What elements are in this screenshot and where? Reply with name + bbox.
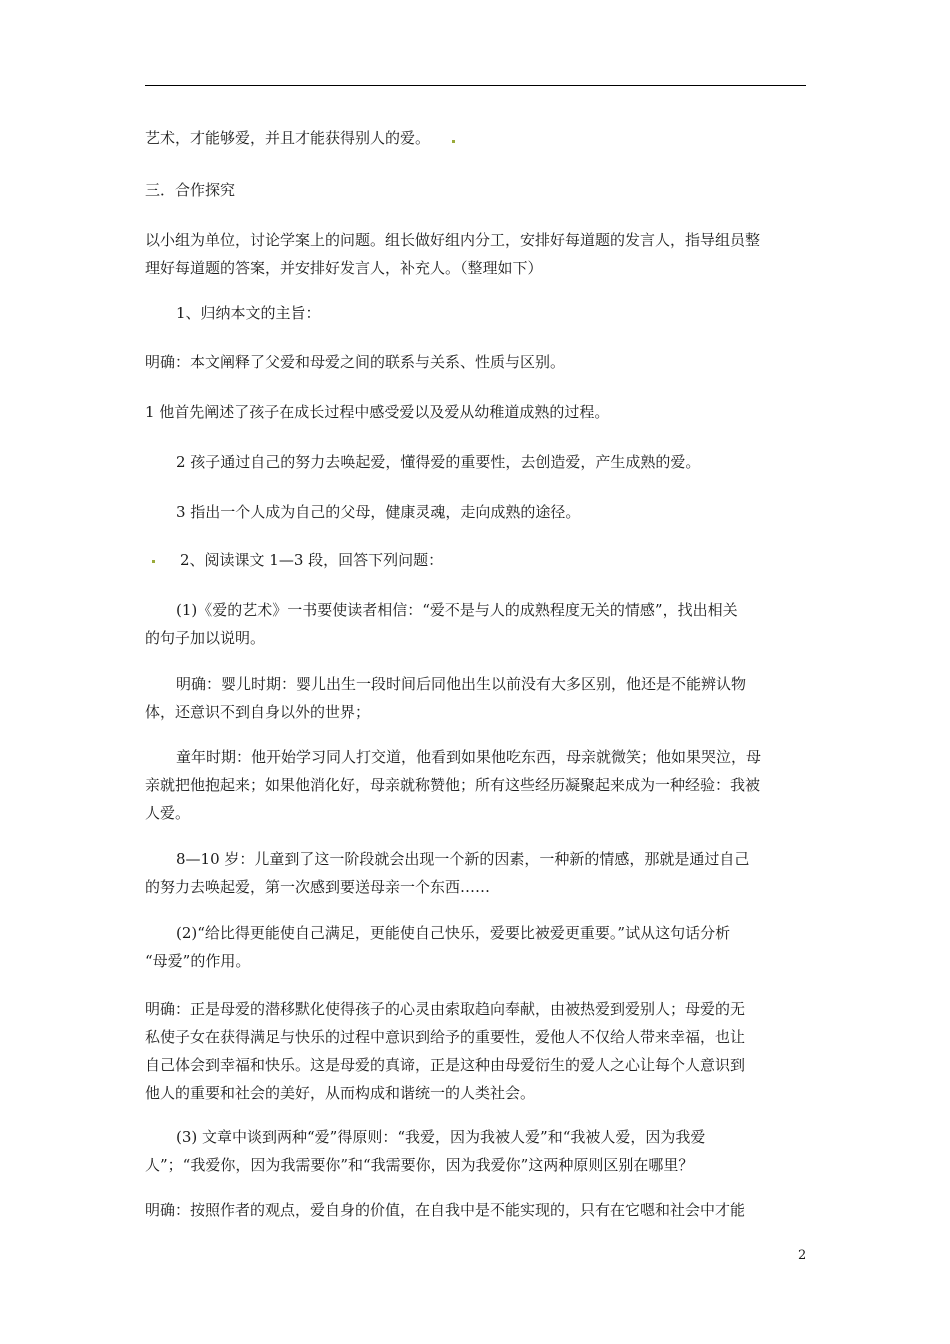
text-line: 1 他首先阐述了孩子在成长过程中感受爱以及爱从幼稚道成熟的过程。: [145, 403, 610, 421]
text-line: 的句子加以说明。: [145, 629, 266, 647]
paragraph: [145, 743, 810, 827]
text-line: 明确：本文阐释了父爱和母爱之间的联系与关系、性质与区别。: [145, 353, 566, 371]
text-line: 2 孩子通过自己的努力去唤起爱，懂得爱的重要性，去创造爱，产生成熟的爱。: [176, 453, 701, 471]
paragraph: [145, 845, 810, 901]
text-line: 明确：按照作者的观点，爱自身的价值，在自我中是不能实现的，只有在它嗯和社会中才能: [145, 1201, 746, 1219]
text-line: 理好每道题的答案，并安排好发言人，补充人。（整理如下）: [145, 259, 543, 277]
question-heading: 2、阅读课文 1—3 段，回答下列问题：: [180, 551, 444, 569]
paragraph: [145, 226, 810, 282]
text-line: 以小组为单位，讨论学案上的问题。组长做好组内分工，安排好每道题的发言人，指导组员整: [145, 231, 761, 249]
paragraph: [145, 1123, 810, 1179]
text-line: 他人的重要和社会的美好，从而构成和谐统一的人类社会。: [145, 1084, 536, 1102]
paragraph: [145, 919, 810, 975]
text-line: (1)《爱的艺术》一书要使读者相信：“爱不是与人的成熟程度无关的情感”，找出相关: [176, 601, 738, 619]
question-heading: 1、归纳本文的主旨：: [176, 304, 321, 322]
section-heading: 三．合作探究: [145, 181, 236, 199]
text-line: 体，还意识不到自身以外的世界；: [145, 703, 371, 721]
text-line: 8—10 岁：儿童到了这一阶段就会出现一个新的因素，一种新的情感，那就是通过自己: [176, 850, 750, 868]
paragraph: [145, 596, 810, 652]
paragraph: [145, 995, 810, 1107]
text-line: 私使子女在获得满足与快乐的过程中意识到给予的重要性，爱他人不仅给人带来幸福，也让: [145, 1028, 746, 1046]
text-line: 人爱。: [145, 804, 191, 822]
text-line: “母爱”的作用。: [145, 952, 251, 970]
text-line: 的努力去唤起爱，第一次感到要送母亲一个东西……: [145, 878, 491, 896]
paragraph: [145, 670, 810, 726]
text-line: 艺术，才能够爱，并且才能获得别人的爱。: [145, 129, 431, 147]
text-line: 明确：婴儿时期：婴儿出生一段时间后同他出生以前没有大多区别，他还是不能辨认物: [176, 675, 747, 693]
header-rule: [145, 85, 806, 86]
text-line: 人”；“我爱你，因为我需要你”和“我需要你，因为我爱你”这两种原则区别在哪里？: [145, 1156, 694, 1174]
text-line: 童年时期：他开始学习同人打交道，他看到如果他吃东西，母亲就微笑；他如果哭泣，母: [176, 748, 762, 766]
text-line: 自己体会到幸福和快乐。这是母爱的真谛，正是这种由母爱衍生的爱人之心让每个人意识到: [145, 1056, 746, 1074]
text-line: (3) 文章中谈到两种“爱”得原则：“我爱，因为我被人爱”和“我被人爱，因为我爱: [176, 1128, 706, 1146]
text-line: (2)“给比得更能使自己满足，更能使自己快乐，爱要比被爱更重要。”试从这句话分析: [176, 924, 731, 942]
page-number: 2: [798, 1248, 807, 1263]
text-line: 亲就把他抱起来；如果他消化好，母亲就称赞他；所有这些经历凝聚起来成为一种经验：我被: [145, 776, 761, 794]
speck-mark: [452, 140, 455, 143]
speck-mark: [152, 560, 155, 563]
text-line: 明确：正是母爱的潜移默化使得孩子的心灵由索取趋向奉献，由被热爱到爱别人；母爱的无: [145, 1000, 746, 1018]
text-line: 3 指出一个人成为自己的父母，健康灵魂，走向成熟的途径。: [176, 503, 581, 521]
